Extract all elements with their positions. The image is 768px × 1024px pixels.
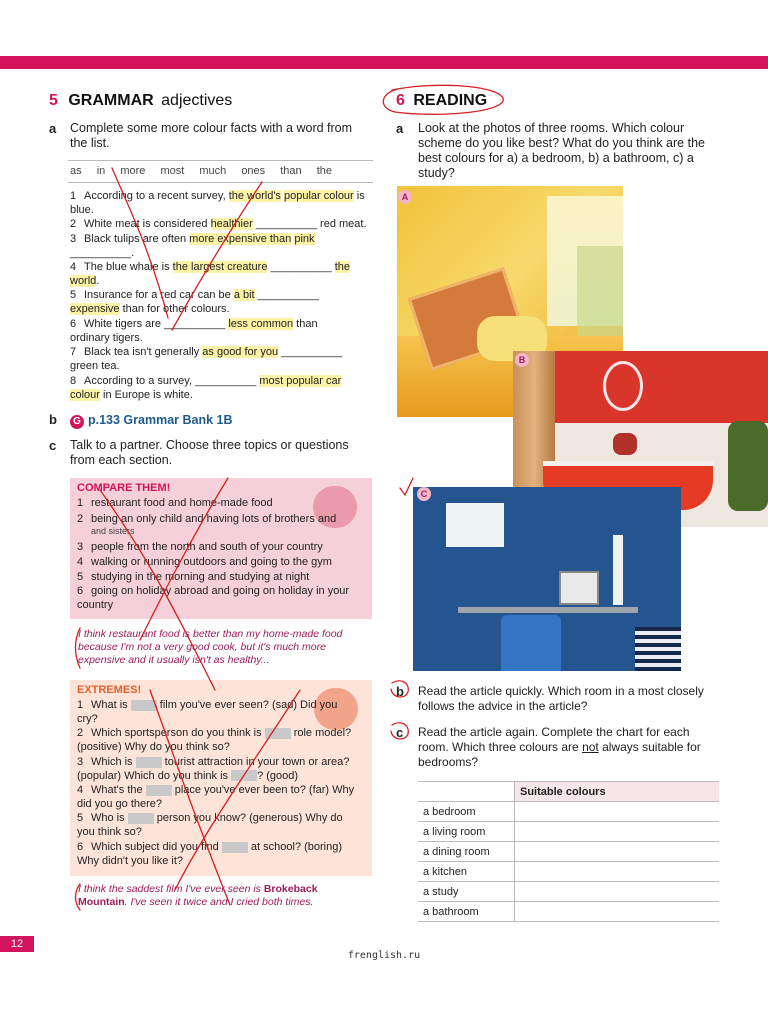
compare-item: 1 restaurant food and home-made food: [77, 497, 273, 509]
extremes-item: 4 What's the place you've ever been to? (far) Why did you go there?: [77, 784, 355, 810]
extremes-item: 5 Who is person you know? (generous) Why do you think so?: [77, 812, 343, 838]
chart-room: a dining room: [418, 842, 515, 862]
plant: [728, 421, 768, 511]
plant: [577, 246, 623, 346]
footer-watermark: frenglish.ru: [347, 950, 421, 961]
compare-example-quote: I think restaurant food is better than my home-made food because I'm not a very good cook, but it's much more expensive and it usually isn't as healthy...: [78, 628, 343, 666]
photo-label: C: [417, 487, 431, 501]
word: in: [96, 165, 106, 177]
grammar-heading: [49, 92, 232, 110]
chair: [501, 615, 561, 671]
chart-cell[interactable]: [515, 882, 720, 902]
desk: [458, 607, 638, 613]
grammar-item: 8 According to a survey, __________ most popular car colour in Europe is white.: [70, 375, 342, 401]
compare-them-box: [70, 478, 372, 619]
reading-b-instruction: Read the article quickly. Which room in a most closely follows the advice in the article?: [418, 684, 704, 713]
stool: [635, 627, 681, 671]
compare-item: 3 people from the north and south of your country: [77, 541, 323, 553]
chart-cell[interactable]: [515, 862, 720, 882]
exercise-label-b: b: [49, 412, 57, 427]
chart-cell[interactable]: [515, 822, 720, 842]
section-title: GRAMMAR: [68, 92, 154, 109]
exercise-label-b: b: [396, 684, 404, 699]
word: as: [70, 165, 82, 177]
chart-cell[interactable]: [515, 842, 720, 862]
chart-cell[interactable]: [515, 902, 720, 922]
page-number: 12: [0, 936, 34, 952]
checkmark: [400, 478, 413, 495]
word-list: [70, 165, 344, 177]
word: ones: [241, 165, 266, 177]
exercise-c-instruction: Talk to a partner. Choose three topics or questions from each section.: [70, 438, 349, 467]
reading-heading: [385, 92, 487, 110]
extremes-title: EXTREMES!: [77, 684, 142, 696]
grammar-bank-text: p.133 Grammar Bank 1B: [88, 413, 233, 427]
divider: [68, 182, 373, 183]
chart-room: a kitchen: [418, 862, 515, 882]
extremes-item: 1 What is film you've ever seen? (sad) Did you cry?: [77, 699, 338, 725]
compare-item: 6 going on holiday abroad and going on holiday in your country: [77, 585, 350, 611]
exercise-a-instruction: Complete some more colour facts with a word from the list.: [70, 121, 353, 150]
exercise-label-c: c: [396, 725, 404, 740]
compare-item: 2 being an only child and having lots of brothers and: [77, 513, 337, 525]
word: most: [160, 165, 185, 177]
grammar-item: 1 According to a recent survey, the world's popular colour is blue.: [70, 190, 365, 216]
section-title: READING: [413, 92, 488, 109]
exercise-label-a: a: [396, 121, 404, 136]
divider: [68, 160, 373, 161]
oval-mirror: [603, 361, 643, 411]
wall-picture: [446, 503, 504, 547]
word: more: [120, 165, 146, 177]
reading-c-instruction: Read the article again. Complete the chart for each room. Which three colours are not always suitable for bedrooms?: [418, 725, 701, 769]
top-color-bar: [0, 56, 768, 69]
photo-label: B: [515, 353, 529, 367]
section-subtitle: adjectives: [161, 92, 233, 109]
extremes-item: 6 Which subject did you find at school? (boring) Why didn't you like it?: [77, 841, 343, 867]
word: much: [199, 165, 227, 177]
section-number: 5: [49, 92, 58, 109]
chart-room: a living room: [418, 822, 515, 842]
grammar-item: 3 Black tulips are often more expensive than pink __________.: [70, 233, 315, 259]
chart-room: a study: [418, 882, 515, 902]
photo-study: [413, 487, 681, 671]
flowers: [613, 433, 637, 455]
chart-cell[interactable]: [515, 802, 720, 822]
reading-a-instruction: Look at the photos of three rooms. Which colour scheme do you like best? What do you think are the best colours for a) a bedroom, b) a bathroom, c) a study?: [418, 121, 705, 180]
grammar-item: 6 White tigers are __________ less common than ordinary tigers.: [70, 318, 318, 344]
exercise-label-c: c: [49, 438, 57, 453]
vase: [613, 535, 623, 605]
room-colours-chart: [418, 781, 719, 922]
grammar-item: 4 The blue whale is the largest creature __________ the world.: [70, 261, 351, 287]
compare-item: 4 walking or running outdoors and going to the gym: [77, 556, 332, 568]
photo-label: A: [398, 190, 412, 204]
chart-room: a bedroom: [418, 802, 515, 822]
compare-item: 5 studying in the morning and studying at night: [77, 571, 310, 583]
extremes-item: 2 Which sportsperson do you think is role model? (positive) Why do you think so?: [77, 727, 352, 753]
laptop: [559, 571, 599, 605]
compare-item-wrap: and sisters: [91, 527, 135, 535]
compare-title: COMPARE THEM!: [77, 482, 171, 494]
extremes-example-quote: I think the saddest film I've ever seen is Brokeback Mountain. I've seen it twice and I cried both times.: [78, 883, 318, 908]
chart-header: Suitable colours: [515, 782, 720, 802]
exercise-label-a: a: [49, 121, 57, 136]
grammar-item: 5 Insurance for a red car can be a bit __________ expensive than for other colours.: [70, 289, 319, 315]
grammar-item: 7 Black tea isn't generally as good for you __________ green tea.: [70, 346, 343, 372]
grammar-bank-icon: G: [70, 415, 84, 429]
extremes-item: 3 Which is tourist attraction in your town or area? (popular) Which do you think is ? (good): [77, 756, 350, 782]
chart-room: a bathroom: [418, 902, 515, 922]
extremes-box: [70, 680, 372, 876]
word: the: [316, 165, 333, 177]
section-number: 6: [396, 92, 405, 109]
word: than: [280, 165, 302, 177]
grammar-bank-link[interactable]: [70, 411, 233, 429]
grammar-item: 2 White meat is considered healthier __________ red meat.: [70, 218, 367, 230]
